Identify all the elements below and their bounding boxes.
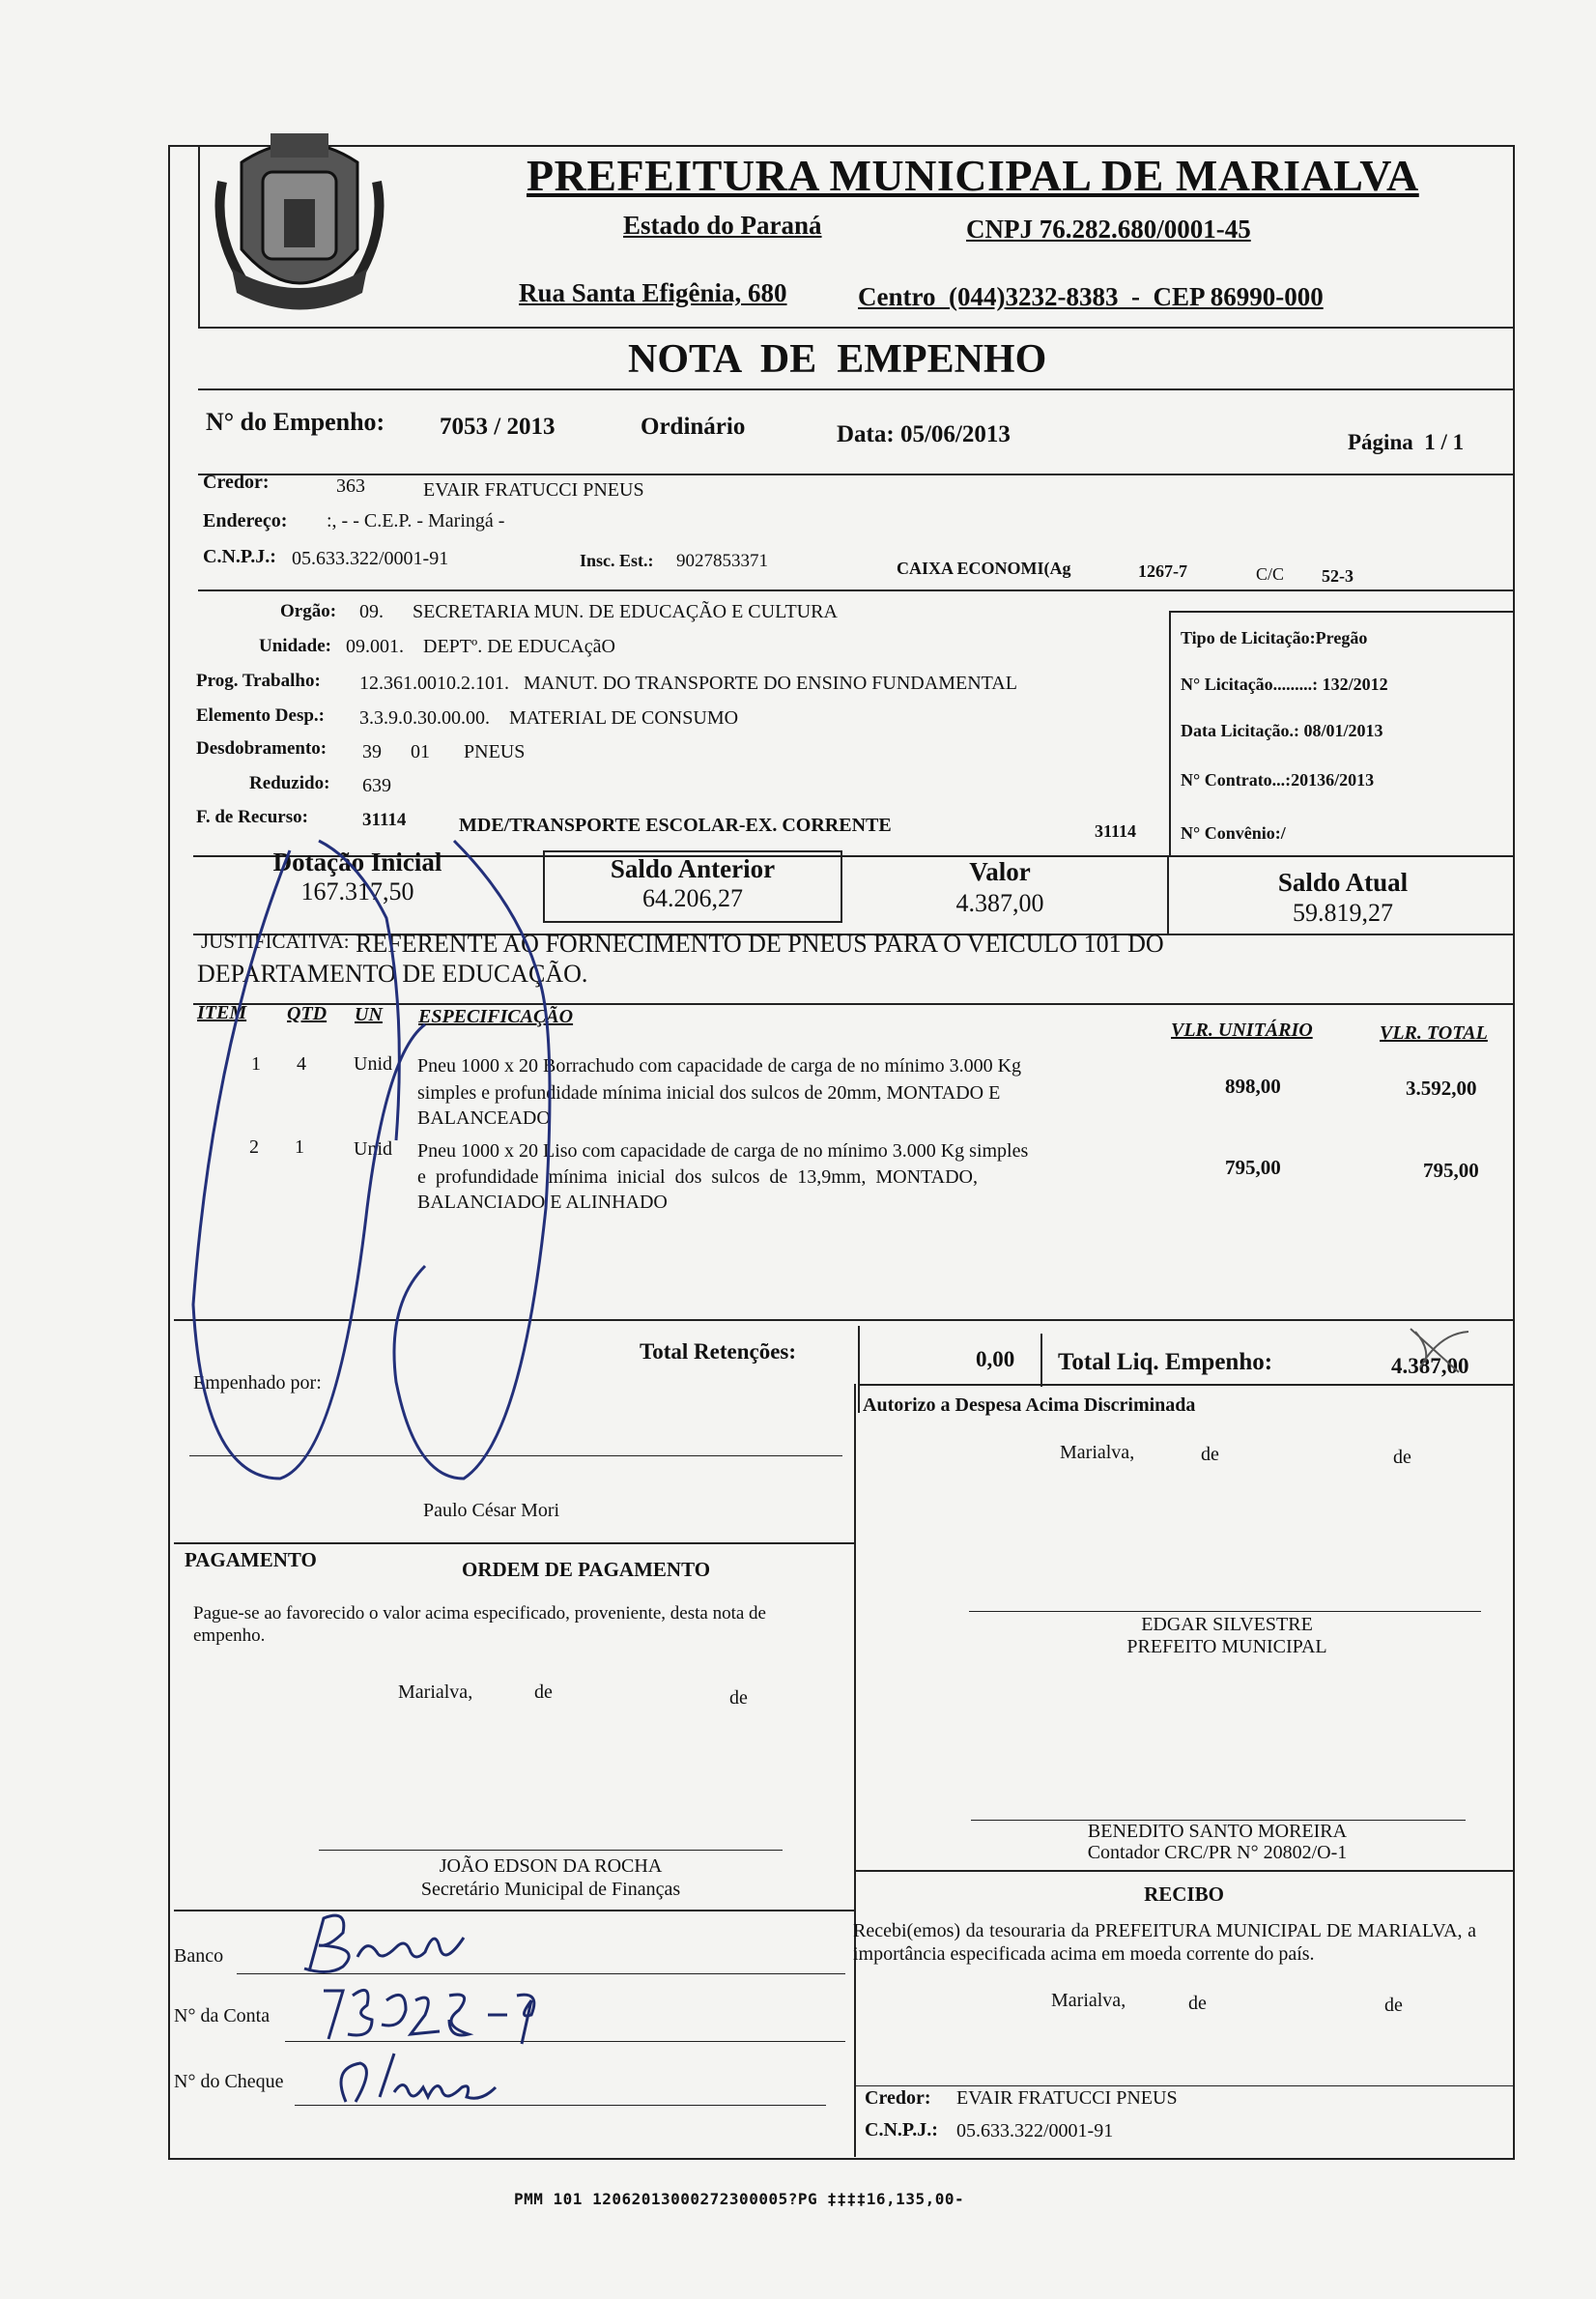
item-spec-line2: simples e profundidade mínima inicial dos sulcos de 20mm, MONTADO E	[417, 1082, 1001, 1104]
saldo-anterior-value: 64.206,27	[642, 884, 743, 912]
liquido-value: 4.387,00	[1391, 1354, 1469, 1378]
pagamento-label: PAGAMENTO	[185, 1548, 317, 1571]
recurso-value: 31114	[362, 810, 407, 830]
numero-convenio: N° Convênio:/	[1181, 823, 1286, 843]
recibo-credor: EVAIR FRATUCCI PNEUS	[956, 2087, 1178, 2109]
autorizo-de1: de	[1201, 1444, 1219, 1465]
page-number: Página 1 / 1	[1348, 430, 1465, 454]
signature-empenhado	[174, 802, 580, 1498]
recibo-cnpj: 05.633.322/0001-91	[956, 2120, 1114, 2141]
recibo-place: Marialva,	[1051, 1990, 1126, 2011]
empenhado-name: Paulo César Mori	[423, 1500, 560, 1521]
prog-value: 12.361.0010.2.101. MANUT. DO TRANSPORTE DO ENSINO FUNDAMENTAL	[359, 673, 1017, 694]
header-cnpj: CNPJ 76.282.680/0001-45	[966, 215, 1251, 244]
pagamento-de1: de	[534, 1681, 553, 1703]
elemento-value: 3.3.9.0.30.00.00. MATERIAL DE CONSUMO	[359, 707, 739, 729]
retencoes-label: Total Retenções:	[640, 1339, 797, 1364]
cnpj-label: C.N.P.J.:	[203, 546, 276, 567]
footer-code: PMM 101 12062013000272300005?PG ‡‡‡‡16,135,00-	[514, 2190, 965, 2208]
justificativa-line2: DEPARTAMENTO DE EDUCAÇÃO.	[197, 960, 588, 988]
reduzido-value: 639	[362, 775, 391, 796]
secretario-role: Secretário Municipal de Finanças	[420, 1879, 681, 1900]
orgao-label: Orgão:	[280, 601, 337, 621]
header-address: Rua Santa Efigênia, 680	[519, 278, 787, 307]
items-header-unit: VLR. UNITÁRIO	[1171, 1020, 1313, 1041]
valor-label: Valor	[969, 857, 1031, 886]
liquido-mark	[1401, 1324, 1478, 1382]
doc-title: NOTA DE EMPENHO	[628, 337, 1047, 382]
contador-name: BENEDITO SANTO MOREIRA	[1087, 1821, 1348, 1842]
empenho-label: N° do Empenho:	[206, 408, 385, 436]
empenhado-label: Empenhado por:	[193, 1372, 322, 1394]
credor-cnpj: 05.633.322/0001-91	[292, 548, 449, 569]
unidade-label: Unidade:	[259, 636, 331, 656]
coat-of-arms-logo	[203, 124, 396, 327]
dotacao-value: 167.317,50	[300, 877, 414, 905]
autorizo-de2: de	[1393, 1447, 1411, 1468]
autorizo-place: Marialva,	[1060, 1442, 1135, 1463]
item-spec-line2: e profundidade mínima inicial dos sulcos de 13,9mm, MONTADO,	[417, 1166, 978, 1188]
justificativa-label: JUSTIFICATIVA:	[201, 930, 350, 953]
saldo-anterior-label: Saldo Anterior	[610, 854, 776, 883]
item-spec-line1: Pneu 1000 x 20 Borrachudo com capacidade de carga de no mínimo 3.000 Kg	[417, 1055, 1022, 1077]
bank-name: CAIXA ECONOMI(Ag	[897, 559, 1071, 578]
credor-label: Credor:	[203, 472, 270, 493]
empenho-type: Ordinário	[641, 414, 746, 440]
item-unit-value: 898,00	[1225, 1075, 1281, 1098]
items-header-item: ITEM	[197, 1002, 247, 1023]
prefeito-role: PREFEITO MUNICIPAL	[1126, 1636, 1327, 1657]
item-spec-line3: BALANCEADO	[417, 1107, 551, 1129]
numero-contrato: N° Contrato...:20136/2013	[1181, 770, 1375, 790]
recibo-de2: de	[1384, 1995, 1403, 2016]
credor-name: EVAIR FRATUCCI PNEUS	[423, 479, 644, 501]
item-total-value: 3.592,00	[1406, 1077, 1477, 1100]
insc-label: Insc. Est.:	[580, 551, 654, 570]
insc-value: 9027853371	[676, 551, 768, 571]
header-state: Estado do Paraná	[623, 211, 822, 240]
cheque-handwriting	[327, 2049, 520, 2116]
items-header-un: UN	[355, 1004, 383, 1025]
credor-code: 363	[336, 475, 365, 497]
dotacao-label: Dotação Inicial	[272, 848, 442, 876]
item-number: 1	[251, 1053, 261, 1075]
item-un: Unid	[354, 1053, 392, 1075]
items-header-qtd: QTD	[287, 1003, 328, 1024]
item-number: 2	[249, 1136, 259, 1158]
orgao-value: 09. SECRETARIA MUN. DE EDUCAÇÃO E CULTURA	[359, 601, 838, 622]
retencoes-value: 0,00	[976, 1347, 1015, 1371]
secretario-name: JOÃO EDSON DA ROCHA	[439, 1855, 663, 1877]
conta-label: N° da Conta	[174, 2005, 271, 2026]
recurso-label: F. de Recurso:	[196, 807, 308, 827]
item-unit-value: 795,00	[1225, 1156, 1281, 1179]
saldo-atual-value: 59.819,27	[1293, 899, 1393, 927]
ordem-pagamento-label: ORDEM DE PAGAMENTO	[462, 1558, 711, 1581]
desdobramento-label: Desdobramento:	[196, 738, 328, 759]
contador-role: Contador CRC/PR N° 20802/O-1	[1087, 1842, 1348, 1863]
unidade-value: 09.001. DEPTº. DE EDUCAçãO	[346, 636, 615, 657]
cc-label: C/C	[1256, 564, 1285, 584]
header-title: PREFEITURA MUNICIPAL DE MARIALVA	[527, 151, 1419, 200]
reduzido-label: Reduzido:	[249, 773, 330, 793]
data-licitacao: Data Licitação.: 08/01/2013	[1181, 721, 1383, 740]
pagamento-place: Marialva,	[398, 1681, 473, 1703]
justificativa-line1: REFERENTE AO FORNECIMENTO DE PNEUS PARA O VEICULO 101 DO	[356, 930, 1164, 958]
valor-value: 4.387,00	[955, 889, 1044, 917]
items-header-total: VLR. TOTAL	[1380, 1022, 1488, 1044]
recurso-description: MDE/TRANSPORTE ESCOLAR-EX. CORRENTE	[459, 815, 892, 836]
credor-address: :, - - C.E.P. - Maringá -	[327, 510, 505, 532]
pagamento-text: Pague-se ao favorecido o valor acima especificado, proveniente, desta nota de empenho.	[193, 1603, 766, 1646]
item-total-value: 795,00	[1423, 1159, 1479, 1182]
cheque-label: N° do Cheque	[174, 2071, 284, 2092]
numero-licitacao: N° Licitação.........: 132/2012	[1181, 675, 1388, 694]
liquido-label: Total Liq. Empenho:	[1058, 1349, 1273, 1375]
tipo-licitacao: Tipo de Licitação:Pregão	[1181, 628, 1368, 647]
recibo-credor-label: Credor:	[865, 2087, 931, 2109]
desdobramento-value: 39 01 PNEUS	[362, 741, 526, 762]
cc-value: 52-3	[1322, 566, 1354, 586]
item-spec-line3: BALANCIADO E ALINHADO	[417, 1192, 668, 1213]
item-un: Unid	[354, 1138, 392, 1160]
items-header-spec: ESPECIFICAÇÃO	[418, 1006, 574, 1027]
saldo-atual-label: Saldo Atual	[1277, 868, 1409, 897]
prog-label: Prog. Trabalho:	[196, 671, 321, 691]
banco-label: Banco	[174, 1945, 224, 1967]
prefeito-name: EDGAR SILVESTRE	[1141, 1614, 1313, 1635]
empenho-number: 7053 / 2013	[440, 414, 556, 440]
bank-agency: 1267-7	[1138, 561, 1187, 581]
item-qtd: 4	[297, 1053, 306, 1075]
header-district-phone: Centro (044)3232-8383 - CEP 86990-000	[858, 282, 1324, 311]
recibo-label: RECIBO	[1144, 1882, 1224, 1906]
recibo-de1: de	[1188, 1993, 1207, 2014]
autorizo-label: Autorizo a Despesa Acima Discriminada	[863, 1394, 1196, 1416]
elemento-label: Elemento Desp.:	[196, 705, 325, 726]
item-spec-line1: Pneu 1000 x 20 Liso com capacidade de carga de no mínimo 3.000 Kg simples	[417, 1140, 1029, 1162]
recurso-code: 31114	[1095, 821, 1137, 841]
pagamento-de2: de	[729, 1687, 748, 1709]
item-qtd: 1	[295, 1136, 304, 1158]
empenho-date: Data: 05/06/2013	[837, 421, 1011, 447]
conta-handwriting	[314, 1971, 565, 2049]
address-label: Endereço:	[203, 510, 288, 532]
recibo-cnpj-label: C.N.P.J.:	[865, 2119, 938, 2141]
recibo-text: Recebi(emos) da tesouraria da PREFEITURA MUNICIPAL DE MARIALVA, a importância especificada acima em moeda corrente do país.	[853, 1920, 1476, 1965]
